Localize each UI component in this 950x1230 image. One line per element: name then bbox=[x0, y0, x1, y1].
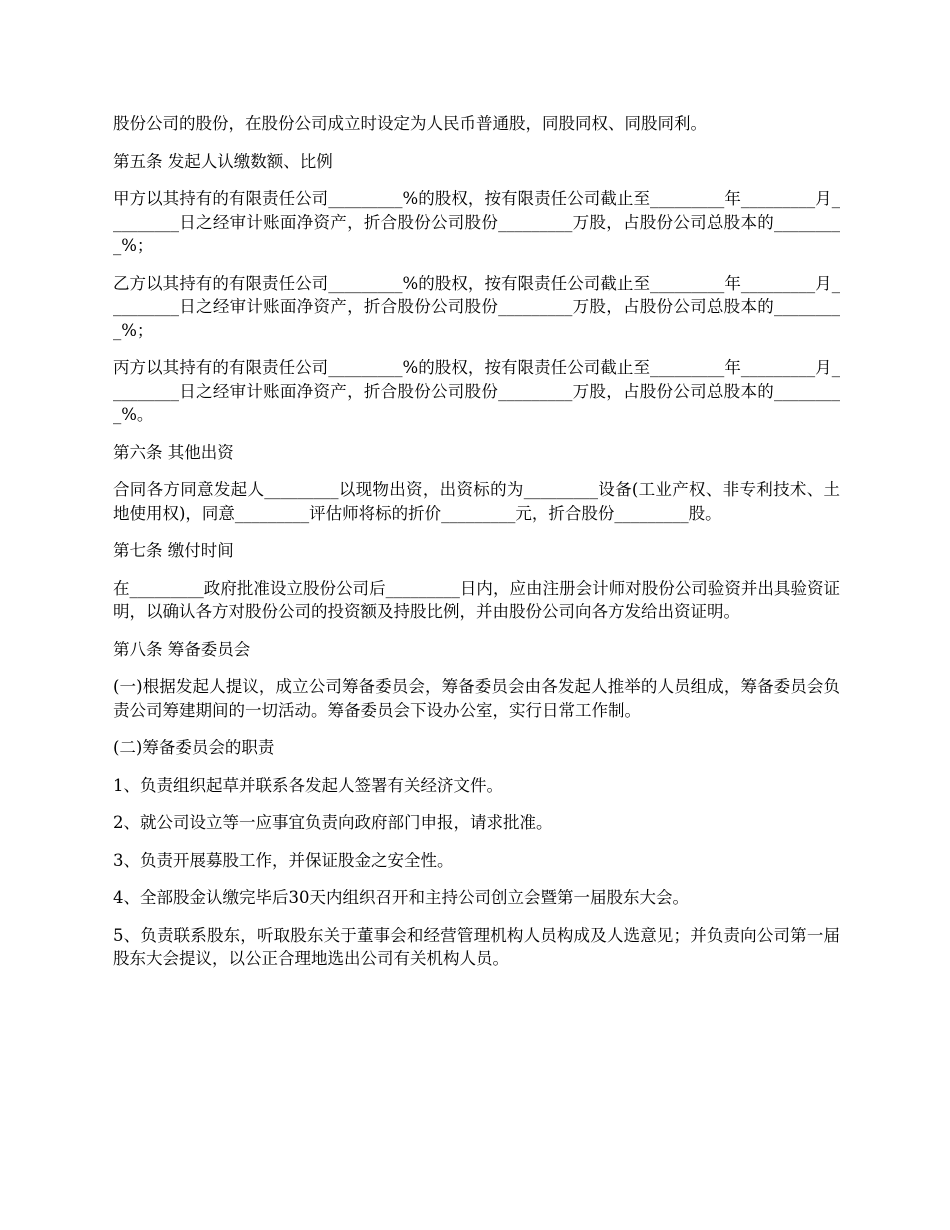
list-item-duty-3: 3、负责开展募股工作，并保证股金之安全性。 bbox=[113, 850, 454, 870]
paragraph-committee-duties-title: (二)筹备委员会的职责 bbox=[113, 738, 275, 757]
paragraph-share-type: 股份公司的股份，在股份公司成立时设定为人民币普通股，同股同权、同股同利。 bbox=[113, 114, 707, 133]
list-item-duty-2: 2、就公司设立等一应事宜负责向政府部门申报，请求批准。 bbox=[113, 813, 553, 832]
list-item-duty-5: 5、负责联系股东，听取股东关于董事会和经营管理机构人员构成及人选意见；并负责向公司第一届股东大会提议，以公正合理地选出公司有关机构人员。 bbox=[113, 925, 840, 968]
paragraph-party-b: 乙方以其持有的有限责任公司_________%的股权，按有限责任公司截止至_________年_________月_________日之经审计账面净资产，折合股份公司股份_________万股，占股份公司总股本的_________%； bbox=[113, 273, 840, 340]
paragraph-committee-setup: (一)根据发起人提议，成立公司筹备委员会，筹备委员会由各发起人推举的人员组成，筹备委员会负责公司筹建期间的一切活动。筹备委员会下设办公室，实行日常工作制。 bbox=[113, 677, 840, 720]
paragraph-party-a: 甲方以其持有的有限责任公司_________%的股权，按有限责任公司截止至_________年_________月_________日之经审计账面净资产，折合股份公司股份_________万股，占股份公司总股本的_________%； bbox=[113, 189, 840, 255]
heading-article-8: 第八条 筹备委员会 bbox=[113, 639, 251, 659]
list-item-duty-1: 1、负责组织起草并联系各发起人签署有关经济文件。 bbox=[113, 775, 503, 795]
paragraph-payment-time: 在_________政府批准设立股份公司后_________日内，应由注册会计师对股份公司验资并出具验资证明，以确认各方对股份公司的投资额及持股比例，并由股份公司向各方发给出资证明。 bbox=[113, 578, 840, 621]
list-item-duty-4: 4、全部股金认缴完毕后30天内组织召开和主持公司创立会暨第一届股东大会。 bbox=[113, 888, 689, 907]
heading-article-5: 第五条 发起人认缴数额、比例 bbox=[113, 151, 333, 171]
paragraph-party-c: 丙方以其持有的有限责任公司_________%的股权，按有限责任公司截止至_________年_________月_________日之经审计账面净资产，折合股份公司股份_________万股，占股份公司总股本的_________%。 bbox=[113, 358, 840, 424]
paragraph-in-kind-contribution: 合同各方同意发起人_________以现物出资，出资标的为_________设备(工业产权、非专利技术、土地使用权)，同意_________评估师将标的折价_________元，折合股份_________股。 bbox=[113, 480, 840, 523]
heading-article-7: 第七条 缴付时间 bbox=[113, 541, 234, 560]
heading-article-6: 第六条 其他出资 bbox=[113, 442, 234, 462]
